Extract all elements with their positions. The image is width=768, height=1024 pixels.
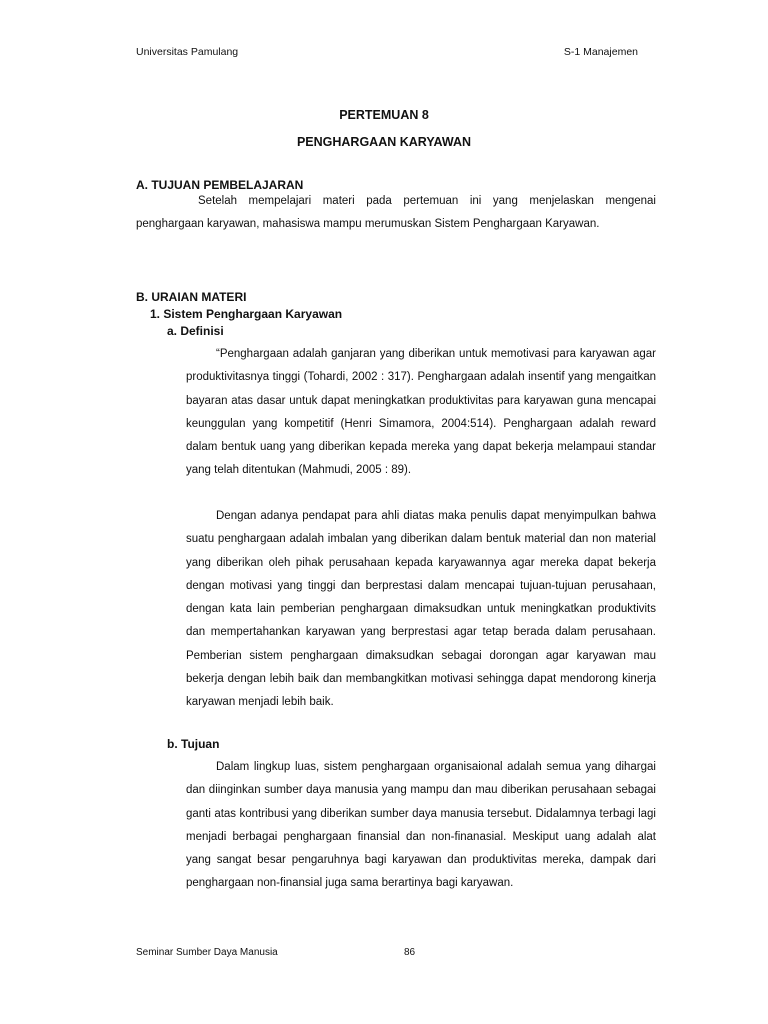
definisi-paragraph-1: “Penghargaan adalah ganjaran yang diberikan untuk memotivasi para karyawan agar produktivitasnya tinggi (Tohardi, 2002 : 317). Penghargaan adalah insentif yang mengaitkan bayaran atas dasar untuk dapat meningkatkan produktivitas para karyawan guna mencapai keunggulan yang kompetitif (Henri Simamora, 2004:514). Penghargaan adalah reward dalam bentuk uang yang diberikan kepada mereka yang dapat bekerja melampaui standar yang telah ditentukan (Mahmudi, 2005 : 89).: [186, 348, 656, 477]
chapter-title: PENGHARGAAN KARYAWAN: [296, 135, 472, 149]
running-header: [136, 46, 638, 62]
header-program: S-1 Manajemen: [563, 46, 638, 58]
running-footer: [136, 947, 656, 963]
definisi-heading: a. Definisi: [167, 324, 224, 338]
section-a-heading: A. TUJUAN PEMBELAJARAN: [136, 178, 304, 192]
tujuan-heading: b. Tujuan: [167, 737, 220, 751]
subsection-1-heading: 1. Sistem Penghargaan Karyawan: [150, 307, 343, 321]
definisi-paragraph-2: Dengan adanya pendapat para ahli diatas maka penulis dapat menyimpulkan bahwa suatu penghargaan adalah imbalan yang diberikan dalam bentuk material dan non material yang diberikan oleh pihak perusahaan kepada karyawannya agar mereka dapat bekerja dengan motivasi yang tinggi dan berprestasi dalam mencapai tujuan-tujuan perusahaan, dengan kata lain pemberian penghargaan dimaksudkan untuk meningkatkan produktivits dan mempertahankan karyawan yang berprestasi agar tetap berada dalam perusahaan. Pemberian sistem penghargaan dimaksudkan sebagai dorongan agar karyawan mau bekerja dengan lebih baik dan membangkitkan motivasi sehingga dapat mendorong kinerja karyawan menjadi lebih baik.: [186, 510, 656, 709]
page-number: 86: [404, 947, 416, 958]
section-b-heading: B. URAIAN MATERI: [136, 290, 247, 304]
tujuan-paragraph: Dalam lingkup luas, sistem penghargaan organisaional adalah semua yang dihargai dan diinginkan sumber daya manusia yang mampu dan mau diberikan perusahaan sebagai ganti atas kontribusi yang diberikan sumber daya manusia tersebut. Didalamnya terbagi lagi menjadi berbagai penghargaan finansial dan non-finanasial. Meskiput uang adalah alat yang sangat besar pengaruhnya bagi karyawan dan produktivitas mereka, dampak dari penghargaan non-finansial juga sama berartinya bagi karyawan.: [186, 761, 656, 890]
header-university: Universitas Pamulang: [136, 46, 239, 58]
footer-course: Seminar Sumber Daya Manusia: [136, 947, 278, 958]
section-a-paragraph: Setelah mempelajari materi pada pertemuan ini yang menjelaskan mengenai penghargaan karyawan, mahasiswa mampu merumuskan Sistem Penghargaan Karyawan.: [136, 195, 656, 231]
chapter-number: PERTEMUAN 8: [339, 108, 429, 122]
